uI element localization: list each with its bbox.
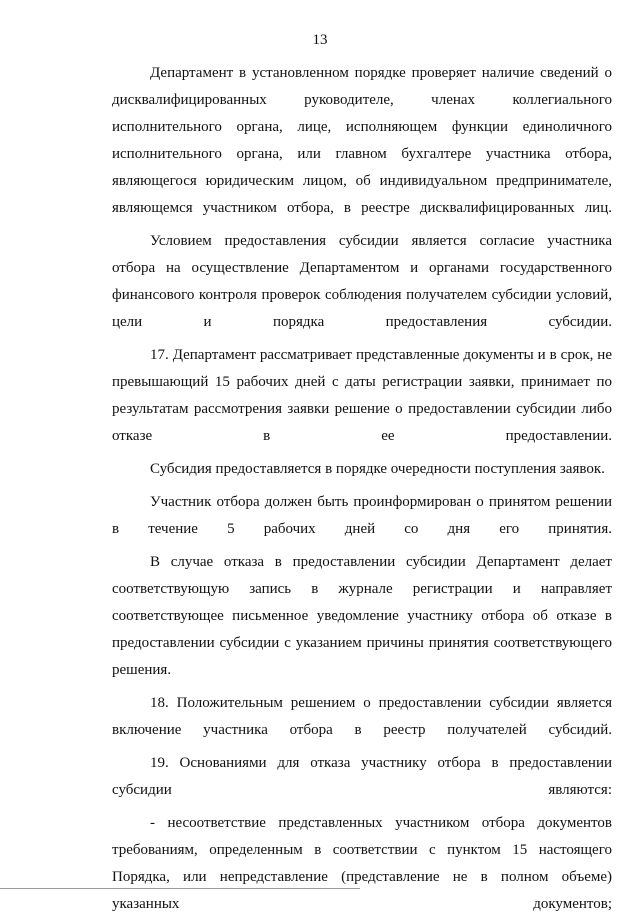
page-number: 13 <box>312 32 328 48</box>
document-body <box>112 60 612 918</box>
paragraph-17-review: 17. Департамент рассматривает представленные документы и в срок, не превышающий 15 рабочих дней с даты регистрации заявки, принимает по результатам рассмотрения заявки решение о предоставлении субсидии либо отказе в ее предоставлении. <box>112 347 612 444</box>
list-item-document-mismatch: - несоответствие представленных участником отбора документов требованиям, определенным в соответствии с пунктом 15 настоящего Порядка, или непредставление (представление не в полном объеме) указанных документов; <box>112 815 612 912</box>
paragraph-refusal-record: В случае отказа в предоставлении субсидии Департамент делает соответствующую запись в журнале регистрации и направляет соответствующее письменное уведомление участнику отбора об отказе в предоставлении субсидии с указанием причины принятия соответствующего решения. <box>112 554 612 678</box>
paragraph-consent-condition: Условием предоставления субсидии является согласие участника отбора на осуществление Департаментом и органами государственного финансового контроля проверок соблюдения получателем субсидии условий, цели и порядка предоставления субсидии. <box>112 233 612 330</box>
paragraph-notification-term: Участник отбора должен быть проинформирован о принятом решении в течение 5 рабочих дней со дня его принятия. <box>112 494 612 537</box>
scan-edge-line <box>0 888 360 889</box>
paragraph-order-of-receipt: Субсидия предоставляется в порядке очередности поступления заявок. <box>150 461 605 477</box>
paragraph-18-positive-decision: 18. Положительным решением о предоставлении субсидии является включение участника отбора в реестр получателей субсидий. <box>112 695 612 738</box>
paragraph-disqualified-check: Департамент в установленном порядке проверяет наличие сведений о дисквалифицированных руководителе, членах коллегиального исполнительного органа, лице, исполняющем функции единоличного исполнительного органа, или главном бухгалтере участника отбора, являющегося юридическим лицом, об индивидуальном предпринимателе, являющемся участником отбора, в реестре дисквалифицированных лиц. <box>112 65 612 216</box>
paragraph-19-refusal-grounds: 19. Основаниями для отказа участнику отбора в предоставлении субсидии являются: <box>112 755 612 798</box>
